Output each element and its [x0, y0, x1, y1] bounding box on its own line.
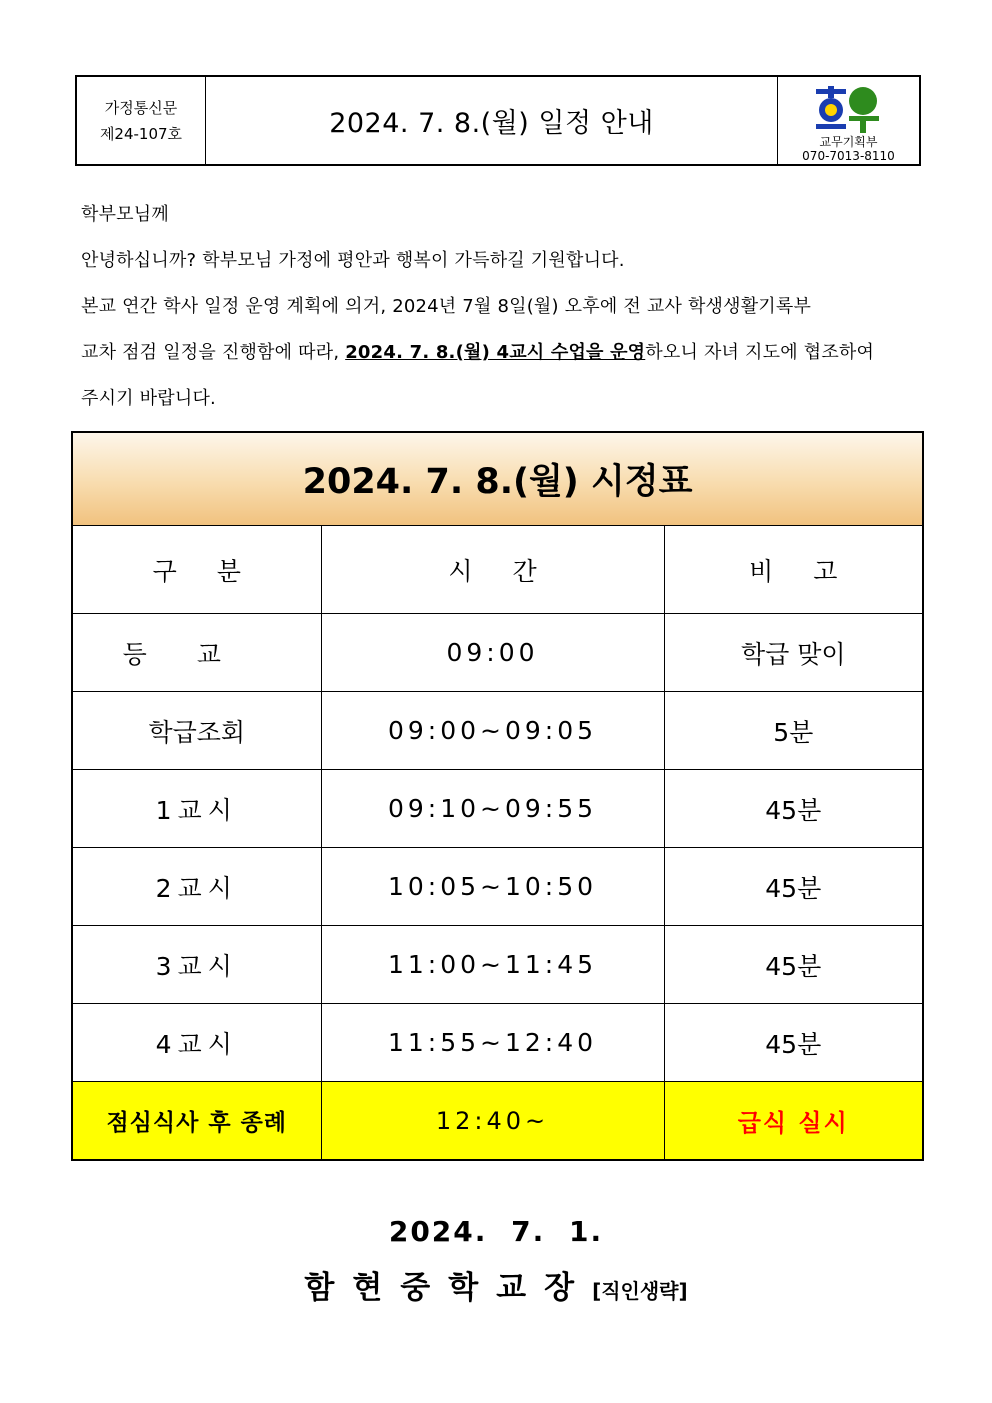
body-line-3-post: 하오니 자녀 지도에 협조하여: [645, 342, 875, 363]
timetable-title: 2024. 7. 8.(월) 시정표: [72, 432, 923, 526]
doc-number: 제24-107호: [99, 124, 183, 143]
school-logo-icon: [814, 86, 884, 136]
signature-line: [0, 1262, 992, 1307]
header-category: 구분: [72, 526, 321, 614]
table-row: [72, 1004, 923, 1082]
row-category: 등교: [72, 614, 321, 692]
row-note: 학급 맞이: [664, 614, 923, 692]
doc-type: 가정통신문: [104, 98, 178, 117]
body-line-2: 본교 연간 학사 일정 운영 계획에 의거, 2024년 7월 8일(월) 오후에 전 교사 학생생활기록부: [81, 296, 812, 317]
table-header-row: [72, 526, 923, 614]
body-line-3-pre: 교차 점검 일정을 진행함에 따라,: [81, 342, 346, 363]
row-category: 학급조회: [72, 692, 321, 770]
row-time: 09:00~09:05: [321, 692, 664, 770]
row-time: 09:00: [321, 614, 664, 692]
body-line-4: 주시기 바랍니다.: [81, 388, 216, 409]
issue-date: 2024. 7. 1.: [388, 1215, 604, 1248]
header-note: 비고: [664, 526, 923, 614]
timetable: [71, 431, 924, 1161]
body-line-3-emphasis: 2024. 7. 8.(월) 4교시 수업을 운영: [345, 342, 646, 363]
table-row: [72, 692, 923, 770]
doc-info: [77, 77, 206, 164]
row-note: 45분: [664, 770, 923, 848]
row-time: 10:05~10:50: [321, 848, 664, 926]
header-time: 시간: [321, 526, 664, 614]
row-time: 11:55~12:40: [321, 1004, 664, 1082]
greeting: 학부모님께: [81, 204, 169, 225]
table-row: [72, 770, 923, 848]
row-category: 4교시: [72, 1004, 321, 1082]
table-row: [72, 848, 923, 926]
row-note: 45분: [664, 848, 923, 926]
row-time: 09:10~09:55: [321, 770, 664, 848]
row-note: 45분: [664, 926, 923, 1004]
principal-signature: 함현중학교장: [304, 1270, 593, 1306]
table-row: [72, 614, 923, 692]
body-line-1: 안녕하십니까? 학부모님 가정에 평안과 행복이 가득하길 기원합니다.: [81, 250, 625, 271]
row-time: 12:40~: [321, 1082, 664, 1161]
row-note: 45분: [664, 1004, 923, 1082]
row-category: 3교시: [72, 926, 321, 1004]
header-box: [75, 75, 921, 166]
row-category: 1교시: [72, 770, 321, 848]
row-time: 11:00~11:45: [321, 926, 664, 1004]
row-note: 5분: [664, 692, 923, 770]
doc-title: 2024. 7. 8.(월) 일정 안내: [329, 108, 654, 139]
dept-info: [777, 77, 919, 164]
table-row-dismissal: [72, 1082, 923, 1161]
dept-phone: 070-7013-8110: [802, 149, 895, 163]
row-note-alert: 급식 실시: [664, 1082, 923, 1161]
dept-name: 교무기획부: [819, 135, 878, 149]
row-category: 점심식사 후 종례: [72, 1082, 321, 1161]
table-row: [72, 926, 923, 1004]
seal-note: [직인생략]: [592, 1279, 688, 1303]
row-category: 2교시: [72, 848, 321, 926]
body-line-3: [81, 338, 874, 364]
